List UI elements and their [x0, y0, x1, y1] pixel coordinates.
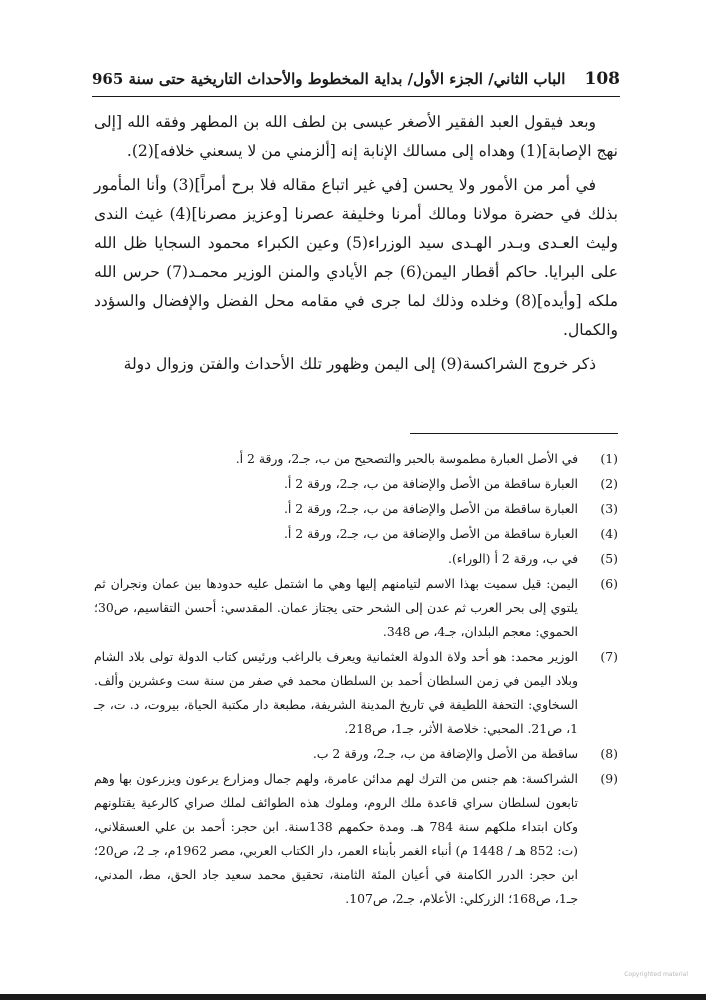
footnote: [94, 572, 618, 644]
paragraph: ذكر خروج الشراكسة(9) إلى اليمن وظهور تلك الأحداث والفتن وزوال دولة: [123, 355, 596, 373]
footnote: [94, 522, 618, 546]
running-header: [92, 62, 620, 97]
footnote-divider: [410, 433, 618, 434]
footnote-text: في ب، ورقة 2 أ (الوراء).: [448, 551, 578, 566]
footnote-number: (6): [600, 576, 618, 591]
footnote: [94, 645, 618, 741]
bottom-edge-bar: [0, 994, 706, 1000]
footnote-text: العبارة ساقطة من الأصل والإضافة من ب، جـ2، ورقة 2 أ.: [283, 501, 578, 516]
footnote-number: (5): [600, 551, 618, 566]
paragraph: في أمر من الأمور ولا يحسن [في غير اتباع مقاله فلا برح أمراً](3) وأنا المأمور بذلك في حضرة مولانا ومالك أمرنا وخليفة عصرنا [وعزيز مصرنا](4) غيث الندى وليث العـدى وبـدر الهـدى سيد الوزراء(5) وعين الكبراء محمود السجايا ظل الله على البرايا. حاكم أقطار اليمن(6) جم الأيادي والمنن الوزير محمـد(7) حرس الله ملكه [وأيده](8) وخلده وذلك لما جرى في مقامه محل الفضل والإفضال والسؤدد والكمال.: [94, 176, 619, 339]
footnote-text: الوزير محمد: هو أحد ولاة الدولة العثمانية ويعرف بالراغب ورئيس كتاب الدولة تولى بلاد الشام وبلاد اليمن في زمن السلطان أحمد بن السلطان محمد في صفر من سنة ست وعشرين وألف. السخاوي: التحفة اللطيفة في تاريخ المدينة الشريفة، مطبعة دار مكتبة الحياة، بيروت، د. ت، جـ 1، ص21. المحبي: خلاصة الأثر، جـ1، ص218.: [94, 649, 578, 736]
footnotes: [94, 447, 618, 912]
footnote: [94, 767, 618, 911]
footnote: [94, 497, 618, 521]
footnote-text: ساقطة من الأصل والإضافة من ب، جـ2، ورقة 2 ب.: [312, 746, 578, 761]
paragraph: وبعد فيقول العبد الفقير الأصغر عيسى بن لطف الله بن المطهر وفقه الله [إلى نهج الإصابة](1) وهداه إلى مسالك الإنابة إنه [ألزمني من لا يسعني خلافه](2).: [94, 113, 618, 160]
footnote-number: (1): [600, 451, 618, 466]
page-number: 108: [584, 69, 620, 89]
footnote-text: العبارة ساقطة من الأصل والإضافة من ب، جـ2، ورقة 2 أ.: [283, 526, 578, 541]
footnote: [94, 447, 618, 471]
footnote-number: (8): [600, 746, 618, 761]
running-title: الباب الثاني/ الجزء الأول/ بداية المخطوط والأحداث التاريخية حتى سنة 965: [92, 70, 566, 88]
footnote: [94, 547, 618, 571]
footnote-text: اليمن: قيل سميت بهذا الاسم لتيامنهم إليها وهي ما اشتمل عليه حدودها بين عمان ونجران ثم يلتوي إلى بحر العرب ثم عدن إلى الشحر حتى يجتاز عمان. المقدسي: أحسن التقاسيم، ص30؛ الحموي: معجم البلدان، جـ4، ص 348.: [94, 576, 578, 639]
footnote-number: (3): [600, 501, 618, 516]
footnote-number: (7): [600, 649, 618, 664]
main-text: [94, 108, 618, 384]
footnote-text: العبارة ساقطة من الأصل والإضافة من ب، جـ2، ورقة 2 أ.: [283, 476, 578, 491]
footnote: [94, 472, 618, 496]
footnote-number: (9): [600, 771, 618, 786]
footnote-text: في الأصل العبارة مطموسة بالحبر والتصحيح من ب، جـ2، ورقة 2 أ.: [235, 451, 578, 466]
watermark: Copyrighted material: [624, 971, 688, 978]
footnote: [94, 742, 618, 766]
footnote-number: (4): [600, 526, 618, 541]
footnote-text: الشراكسة: هم جنس من الترك لهم مدائن عامرة، ولهم جمال ومزارع يرعون ويزرعون بها وهم تابعون لسلطان سراي قاعدة ملك الروم، وملوك هذه الطوائف لملك صراي كالرعية يقتلونهم وكان ابتداء ملكهم سنة 784 هـ. ومدة حكمهم 138سنة. ابن حجر: أحمد بن علي العسقلاني، (ت: 852 هـ / 1448 م) أنباء الغمر بأبناء العمر، دار الكتاب العربي، مصر 1962م، جـ 2، ص20؛ ابن حجر: الدرر الكامنة في أعيان المئة الثامنة، تحقيق محمد سعيد جاد الحق، مط، المدني، جـ1، ص168؛ الزركلي: الأعلام، جـ2، ص107.: [94, 771, 579, 906]
footnote-number: (2): [600, 476, 618, 491]
